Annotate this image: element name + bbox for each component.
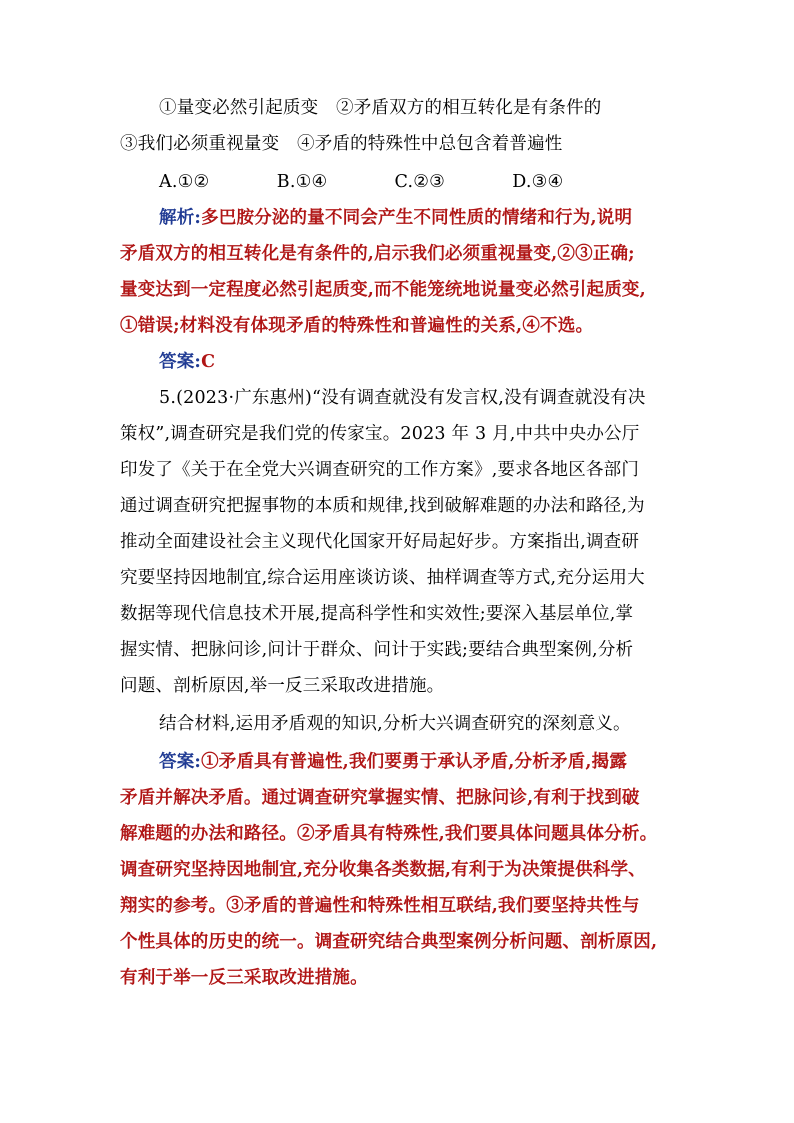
option-a: A.①② xyxy=(159,172,210,192)
option-b: B.①④ xyxy=(276,172,328,192)
material-line-2: 策权”,调查研究是我们党的传家宝。2023 年 3 月,中共中央办公厅 xyxy=(120,424,640,444)
analysis-text-1: 多巴胺分泌的量不同会产生不同性质的情绪和行为,说明 xyxy=(201,208,633,228)
analysis-line-1 xyxy=(159,206,632,230)
options-row xyxy=(159,170,563,194)
statement-line-1: ①量变必然引起质变 ②矛盾双方的相互转化是有条件的 xyxy=(159,98,602,118)
analysis-label: 解析: xyxy=(159,208,202,228)
option-c: C.②③ xyxy=(394,172,446,192)
material-line-6: 究要坚持因地制宜,综合运用座谈访谈、抽样调查等方式,充分运用大 xyxy=(120,568,645,588)
answer-value-q4: C xyxy=(201,352,216,372)
material-line-1: 5.(2023·广东惠州)“没有调查就没有发言权,没有调查就没有决 xyxy=(159,388,646,408)
material-line-5: 推动全面建设社会主义现代化国家开好局起好步。方案指出,调查研 xyxy=(120,532,640,552)
material-line-9: 问题、剖析原因,举一反三采取改进措施。 xyxy=(120,676,445,696)
answer-text-q5-1: ①矛盾具有普遍性,我们要勇于承认矛盾,分析矛盾,揭露 xyxy=(201,752,628,772)
answer-line-q5-2: 矛盾并解决矛盾。通过调查研究掌握实情、把脉问诊,有利于找到破 xyxy=(120,788,640,808)
option-d: D.③④ xyxy=(512,172,564,192)
analysis-line-4: ①错误;材料没有体现矛盾的特殊性和普遍性的关系,④不选。 xyxy=(120,316,594,336)
answer-label-q4: 答案: xyxy=(159,352,202,372)
question-prompt: 结合材料,运用矛盾观的知识,分析大兴调查研究的深刻意义。 xyxy=(159,714,631,734)
material-line-3: 印发了《关于在全党大兴调查研究的工作方案》,要求各地区各部门 xyxy=(120,460,640,480)
answer-line-q5-6: 个性具体的历史的统一。调查研究结合典型案例分析问题、剖析原因, xyxy=(120,932,658,952)
statement-line-2: ③我们必须重视量变 ④矛盾的特殊性中总包含着普遍性 xyxy=(120,134,563,154)
material-line-8: 握实情、把脉问诊,问计于群众、问计于实践;要结合典型案例,分析 xyxy=(120,640,634,660)
analysis-line-2: 矛盾双方的相互转化是有条件的,启示我们必须重视量变,②③正确; xyxy=(120,244,635,264)
answer-line-q5-4: 调查研究坚持因地制宜,充分收集各类数据,有利于为决策提供科学、 xyxy=(120,860,646,880)
answer-line-q5-3: 解难题的办法和路径。②矛盾具有特殊性,我们要具体问题具体分析。 xyxy=(120,824,658,844)
answer-line-q5-7: 有利于举一反三采取改进措施。 xyxy=(120,968,368,988)
material-line-7: 数据等现代信息技术开展,提高科学性和实效性;要深入基层单位,掌 xyxy=(120,604,634,624)
answer-line-q4 xyxy=(159,350,215,374)
material-line-4: 通过调查研究把握事物的本质和规律,找到破解难题的办法和路径,为 xyxy=(120,496,645,516)
answer-line-q5-1 xyxy=(159,750,627,774)
analysis-line-3: 量变达到一定程度必然引起质变,而不能笼统地说量变必然引起质变, xyxy=(120,280,646,300)
answer-label-q5: 答案: xyxy=(159,752,202,772)
answer-line-q5-5: 翔实的参考。③矛盾的普遍性和特殊性相互联结,我们要坚持共性与 xyxy=(120,896,640,916)
